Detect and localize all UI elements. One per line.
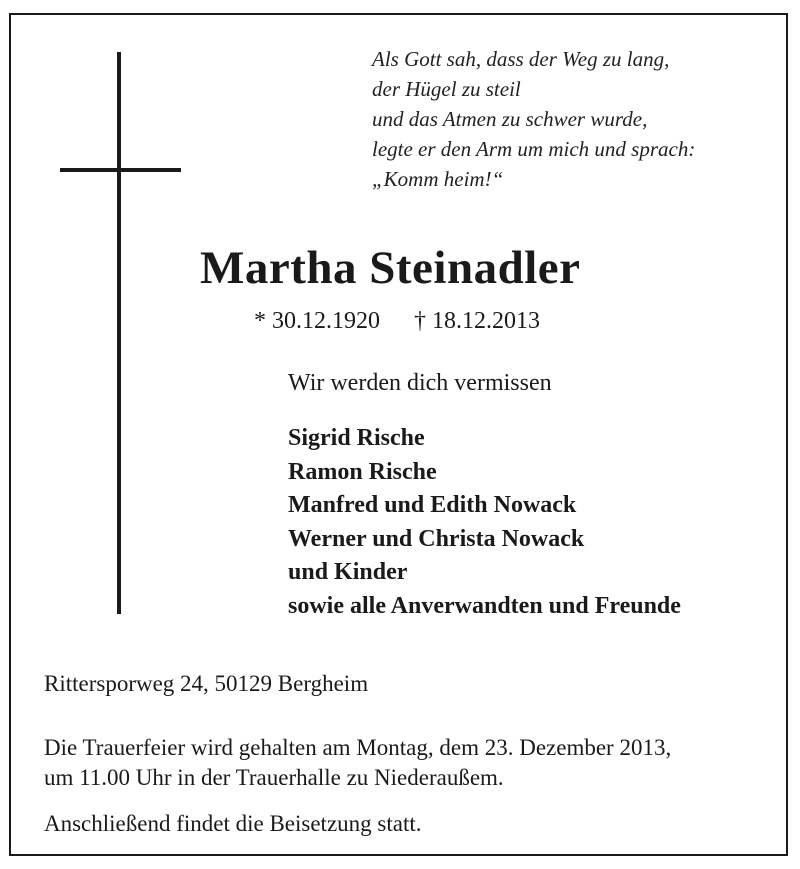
poem <box>372 44 772 194</box>
life-dates <box>254 306 540 336</box>
death-date: † 18.12.2013 <box>414 308 540 334</box>
poem-line: und das Atmen zu schwer wurde, <box>372 107 648 131</box>
poem-line: Als Gott sah, dass der Weg zu lang, <box>372 47 670 71</box>
birth-date: * 30.12.1920 <box>254 308 380 334</box>
address: Rittersporweg 24, 50129 Bergheim <box>44 671 369 696</box>
mourner: Ramon Rische <box>288 458 437 485</box>
mourner: sowie alle Anverwandten und Freunde <box>288 592 681 619</box>
ceremony-line: Die Trauerfeier wird gehalten am Montag, dem 23. Dezember 2013, <box>44 735 672 760</box>
cross-icon-bar <box>60 168 181 172</box>
deceased-name: Martha Steinadler <box>200 242 581 294</box>
poem-line: der Hügel zu steil <box>372 77 521 101</box>
mourner: Manfred und Edith Nowack <box>288 492 577 519</box>
mourner: Werner und Christa Nowack <box>288 525 585 552</box>
ceremony-line: um 11.00 Uhr in der Trauerhalle zu Niederaußem. <box>44 765 504 790</box>
burial-info: Anschließend findet die Beisetzung statt. <box>44 811 422 836</box>
poem-line: legte er den Arm um mich und sprach: <box>372 137 696 161</box>
poem-line: „Komm heim!“ <box>372 167 504 191</box>
farewell-message: Wir werden dich vermissen <box>288 370 552 396</box>
mourners-list <box>288 422 681 624</box>
mourner: Sigrid Rische <box>288 425 425 451</box>
mourner: und Kinder <box>288 559 408 586</box>
cross-icon <box>117 52 121 614</box>
ceremony-info <box>44 733 671 793</box>
